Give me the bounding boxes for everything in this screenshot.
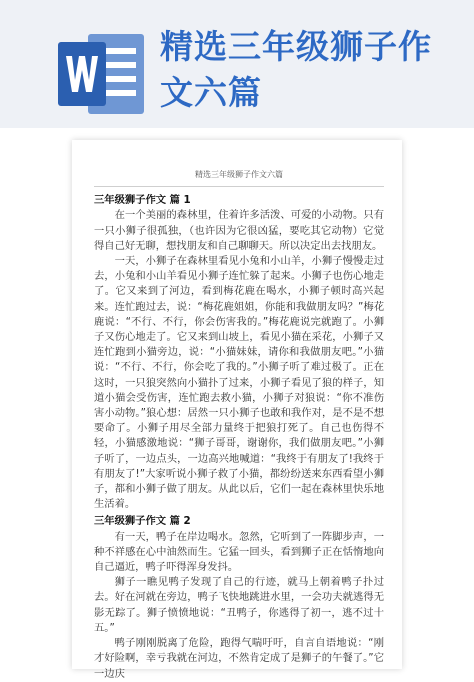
paragraph: 在一个美丽的森林里，住着许多活泼、可爱的小动物。只有一只小狮子很孤独，（也许因为它很凶猛，要吃其它动物）它觉得自己好无聊，想找朋友和自己聊聊天。所以决定出去找朋友。 — [94, 209, 384, 252]
paragraph: 鸭子刚刚脱离了危险，跑得气喘吁吁，自言自语地说：“刚才好险啊，幸亏我就在河边，不然肯定成了是狮子的午餐了。”它一边庆 — [94, 637, 384, 680]
word-document-icon — [58, 34, 154, 114]
section-title: 三年级狮子作文 篇 2 — [94, 515, 191, 528]
paragraph: 有一天，鸭子在岸边喝水。忽然，它听到了一阵脚步声，一种不祥感在心中油然而生。它猛一回头，看到狮子正在恬惰地向自己逼近，鸭子吓得浑身发抖。 — [94, 530, 384, 574]
paragraph: 一天，小狮子在森林里看见小兔和小山羊，小狮子慢慢走过去，小兔和小山羊看见小狮子连忙躲了起来。小狮子也伤心地走了。它又来到了河边，看到梅花鹿在喝水，小狮子顿时高兴起来。连忙跑过去，说：“梅花鹿姐姐，你能和我做朋友吗？”梅花鹿说：“不行、不行，你会伤害我的。”梅花鹿说完就跑了。小狮子又伤心地走了。它又来到山坡上，看见小猫在采花，小狮子又连忙跑到小猫旁边，说：“小猫妹妹，请你和我做朋友吧。”小猫说：“不行、不行，你会吃了我的。”小狮子听了难过极了。正在这时，一只狼突然向小猫扑了过来，小狮子看见了狼的样子，知道小猫会受伤害，连忙跑去救小猫，小狮子对狼说：“你不准伤害小动物。”狼心想：居然一只小狮子也敢和我作对，是不是不想要命了。小狮子用尽全部力量终于把狼打死了。自己也伤得不轻，小猫感激地说：“狮子哥哥，谢谢你，我们做朋友吧。”小狮子听了，一边点头，一边高兴地喊道：“我终于有朋友了!我终于有朋友了!”大家听说小狮子救了小猫，都纷纷送来东西看望小狮子，都和小狮子做了朋友。从此以后，它们一起在森林里快乐地生活着。 — [94, 255, 384, 511]
document-banner — [0, 0, 474, 128]
page-header: 精选三年级狮子作文六篇 — [94, 167, 384, 187]
document-page — [72, 140, 402, 680]
document-content — [94, 167, 384, 682]
paragraph: 狮子一瞧见鸭子发现了自己的行迹，就马上朝着鸭子扑过去。好在河就在旁边，鸭子飞快地跳进水里，一会功夫就逃得无影无踪了。狮子愤愤地说：“丑鸭子，你逃得了初一，逃不过十五。” — [94, 576, 384, 634]
document-title: 精选三年级狮子作文六篇 — [160, 27, 432, 112]
section-title: 三年级狮子作文 篇 1 — [94, 194, 191, 207]
